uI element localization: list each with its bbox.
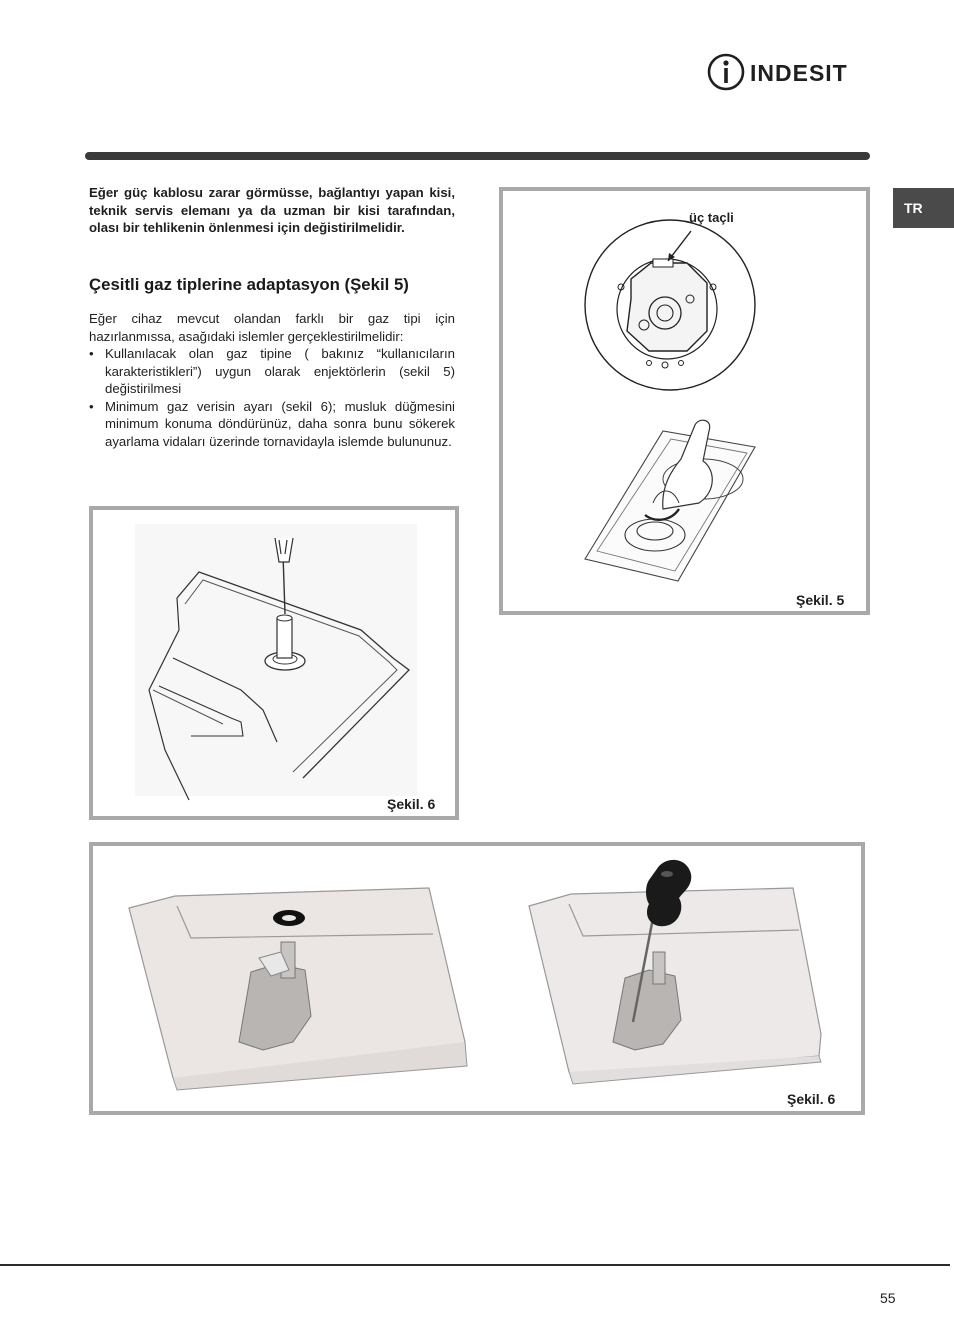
injector-illustration	[93, 510, 455, 816]
list-item	[89, 345, 455, 398]
step-text: Kullanılacak olan gaz tipine ( bakınız “kullanıcıların karakteristikleri”) uygun olarak enjektörlerin (sekil 5) değistirilmesi	[105, 346, 455, 396]
brand-wordmark: INDESIT	[750, 60, 848, 86]
step-text: Minimum gaz verisin ayarı (sekil 6); musluk düğmesini minimum konuma döndürünüz, daha sonra bunu sökerek ayarlama vidaları üzerinde tornavidayla islemde bulununuz.	[105, 398, 455, 449]
section-intro: Eğer cihaz mevcut olandan farklı bir gaz tipi için hazırlanmıssa, asağıdaki islemler gerçeklestirilmelidir:	[89, 311, 455, 344]
footer-rule	[0, 1264, 950, 1266]
bullet-icon: •	[89, 398, 94, 414]
page-number: 55	[880, 1290, 896, 1306]
figure-5-label: üç taçli	[689, 210, 734, 225]
bullet-icon: •	[89, 346, 94, 361]
adjustment-illustration	[93, 846, 861, 1111]
indesit-logo	[706, 50, 866, 94]
figure-6b-caption: Şekil. 6	[787, 1091, 836, 1107]
section-heading: Çesitli gaz tiplerine adaptasyon (Şekil 5)	[89, 275, 409, 294]
list-item	[89, 398, 455, 451]
header-rule	[85, 152, 870, 160]
steps-list	[89, 345, 455, 450]
figure-5	[499, 187, 870, 615]
figure-5-caption: Şekil. 5	[796, 592, 845, 608]
figure-6-caption: Şekil. 6	[387, 796, 436, 812]
burner-illustration	[503, 191, 866, 611]
language-tab: TR	[893, 188, 954, 228]
figure-6-injector	[89, 506, 459, 820]
warning-text: Eğer güç kablosu zarar görmüsse, bağlantıyı yapan kisi, teknik servis elemanı ya da uzman bir kisi tarafından, olası bir tehlikenin önlenmesi için değistirilmelidir.	[89, 185, 455, 235]
figure-6-adjustment	[89, 842, 865, 1115]
